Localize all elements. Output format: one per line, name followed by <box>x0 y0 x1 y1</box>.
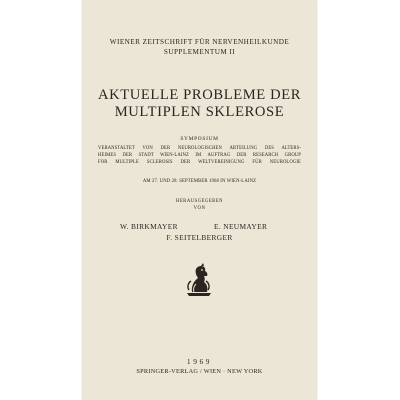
description-line-3: FOR MULTIPLE SCLEROSIS DER WELTVEREINIGUNG FÜR NEUROLOGIE <box>98 160 301 165</box>
book-cover <box>82 0 317 400</box>
book-title-line-1: AKTUELLE PROBLEME DER <box>97 87 302 103</box>
series-title-line-1: WIENER ZEITSCHRIFT FÜR NERVENHEILKUNDE <box>109 38 290 46</box>
editor-birkmayer: W. BIRKMAYER <box>120 222 178 231</box>
edited-by-label: HERAUSGEGEBEN <box>175 199 224 204</box>
description-date-line: AM 27. UND 28. SEPTEMBER 1968 IN WIEN-LAINZ <box>142 179 257 184</box>
editor-seitelberger: F. SEITELBERGER <box>166 233 233 242</box>
symposium-label: SYMPOSIUM <box>180 136 219 142</box>
springer-knight-icon <box>183 262 215 298</box>
series-title-line-2: SUPPLEMENTUM II <box>163 48 236 56</box>
von-label: VON <box>193 206 206 211</box>
description-line-2: HEIMES DER STADT WIEN-LAINZ IM AUFTRAG DER RESEARCH GROUP <box>98 153 301 158</box>
book-title-line-2: MULTIPLEN SKLEROSE <box>114 104 285 120</box>
publication-year: 1969 <box>186 357 213 366</box>
publisher-line: SPRINGER-VERLAG / WIEN · NEW YORK <box>136 368 263 375</box>
description-line-1: VERANSTALTET VON DER NEUROLOGISCHEN ABTEILUNG DES ALTERS- <box>98 146 301 151</box>
editor-neumayer: E. NEUMAYER <box>214 222 268 231</box>
